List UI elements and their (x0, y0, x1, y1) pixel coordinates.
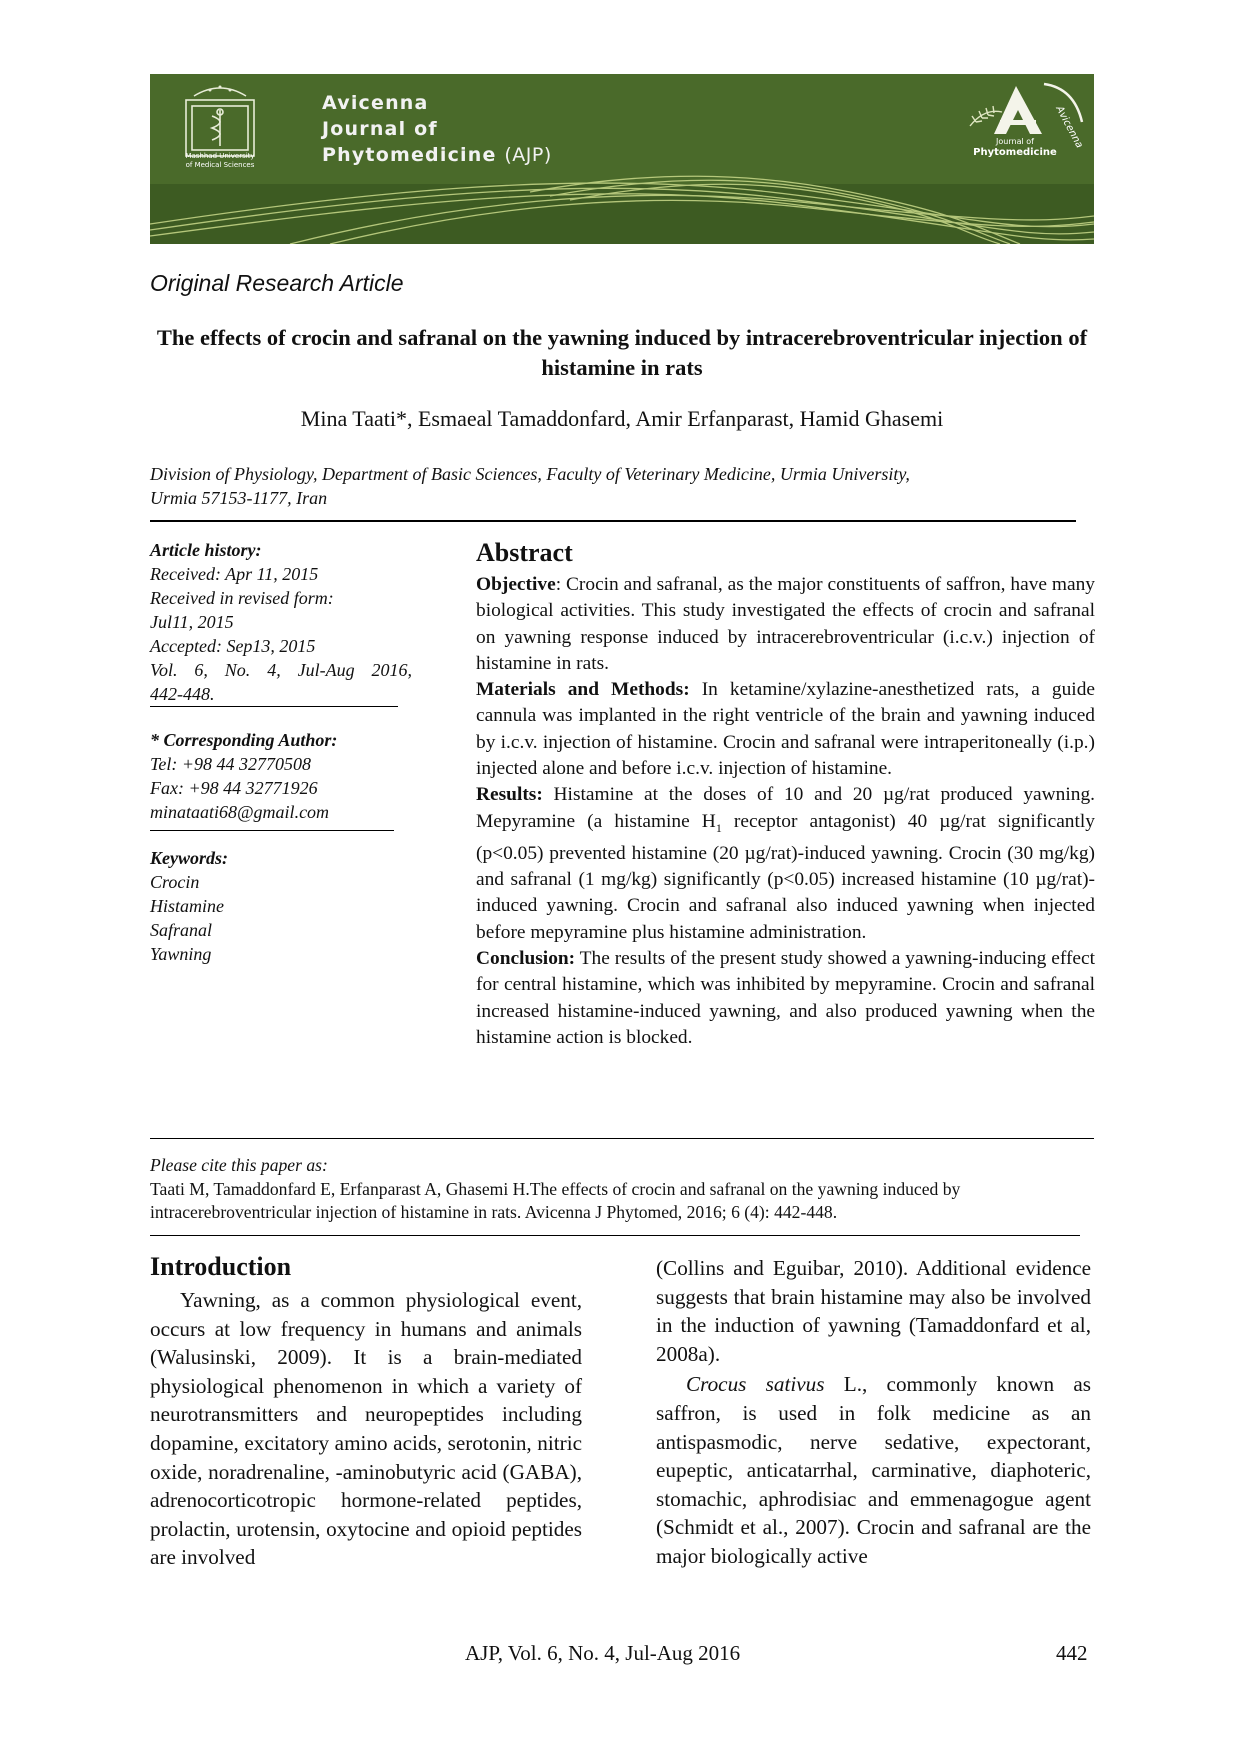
avicenna-caption-line2: Phytomedicine (973, 147, 1057, 158)
article-history-heading: Article history: (150, 540, 262, 560)
introduction-heading: Introduction (150, 1252, 292, 1281)
affiliation-line2: Urmia 57153-1177, Iran (150, 488, 328, 508)
keyword-item: Histamine (150, 896, 224, 916)
corresponding-author (150, 728, 450, 824)
affiliation-line1: Division of Physiology, Department of Basic Sciences, Faculty of Veterinary Medicine, Urmia University, (150, 464, 910, 484)
body-column-left (150, 1286, 582, 1572)
journal-abbreviation: (AJP) (504, 144, 552, 166)
received-date: Received: Apr 11, 2015 (150, 564, 319, 584)
intro-paragraph-1-continued: (Collins and Eguibar, 2010). Additional evidence suggests that brain histamine may also be involved in the induction of yawning (Tamaddonfard et al, 2008a). (656, 1256, 1091, 1366)
revised-date: Jul11, 2015 (150, 612, 234, 632)
abstract-heading: Abstract (476, 538, 573, 567)
keywords-heading: Keywords: (150, 848, 228, 868)
citation-label: Please cite this paper as: (150, 1155, 328, 1175)
citation-block (150, 1154, 1094, 1225)
university-caption-line2: of Medical Sciences (185, 161, 255, 169)
info-divider-1 (150, 706, 398, 707)
body-column-right (656, 1254, 1091, 1571)
accepted-date: Accepted: Sep13, 2015 (150, 636, 316, 656)
page-range: 442-448. (150, 684, 215, 704)
corresponding-fax: Fax: +98 44 32771926 (150, 778, 318, 798)
results-label: Results: (476, 784, 543, 806)
results-text-2: receptor antagonist) 40 µg/rat significantly (p<0.05) prevented histamine (20 µg/rat)-induced yawning. Crocin (30 mg/kg) and safranal (1 mg/kg) significantly (p<0.05) increased histamine (10 µg/rat)-induced yawning. Crocin and safranal also induced yawning when injected before mepyramine plus histamine administration. (476, 810, 1095, 943)
corresponding-email: minataati68@gmail.com (150, 802, 330, 822)
abstract-methods (476, 677, 1095, 782)
abstract-objective (476, 572, 1095, 677)
corresponding-tel: Tel: +98 44 32770508 (150, 754, 311, 774)
avicenna-caption-line1: Journal of (996, 137, 1034, 146)
author-list: Mina Taati*, Esmaeal Tamaddonfard, Amir Erfanparast, Hamid Ghasemi (300, 406, 944, 431)
journal-name (322, 90, 552, 168)
journal-banner (150, 74, 1094, 244)
results-subscript: 1 (715, 820, 722, 835)
results-text-1: Histamine at the doses of 10 and 20 µg/rat produced yawning. Mepyramine (a histamine H (476, 784, 1095, 832)
intro-paragraph-2 (656, 1370, 1091, 1570)
avicenna-logo-caption (950, 136, 1080, 158)
objective-text: : Crocin and safranal, as the major constituents of saffron, have many biological activities. This study investigated the effects of crocin and safranal on yawning response induced by intracerebroventricular (i.c.v.) injection of histamine in rats. (476, 574, 1095, 674)
methods-text: In ketamine/xylazine-anesthetized rats, a guide cannula was implanted in the right ventricle of the brain and yawning induced by i.c.v. injection of histamine. Crocin and safranal were intraperitoneally (i.p.) injected alone and before i.c.v. injection of histamine. (476, 679, 1095, 780)
abstract-results (476, 782, 1095, 946)
conclusion-label: Conclusion: (476, 948, 576, 970)
corresponding-author-heading: * Corresponding Author: (150, 730, 338, 750)
page-footer: AJP, Vol. 6, No. 4, Jul-Aug 2016 (465, 1641, 741, 1665)
keywords (150, 846, 450, 966)
university-logo-caption (164, 152, 276, 170)
avicenna-logo-text: Avicenna (1053, 104, 1085, 151)
revised-label: Received in revised form: (150, 588, 334, 608)
citation-divider (150, 1235, 1080, 1236)
journal-name-line2: Journal of (322, 118, 438, 140)
volume-info: Vol. 6, No. 4, Jul-Aug 2016, (150, 660, 412, 680)
journal-name-line3: Phytomedicine (322, 144, 497, 166)
journal-name-line1: Avicenna (322, 92, 429, 114)
intro-paragraph-2-text: L., commonly known as saffron, is used in folk medicine as an antispasmodic, nerve sedative, expectorant, eupeptic, anticatarrhal, carminative, diaphoteric, stomachic, aphrodisiac and emmenagogue agent (Schmidt et al., 2007). Crocin and safranal are the major biologically active (656, 1372, 1091, 1568)
abstract-divider (150, 1138, 1094, 1139)
paper-title: The effects of crocin and safranal on the yawning induced by intracerebroventricular injection of histamine in rats (156, 325, 1088, 380)
abstract-conclusion (476, 946, 1095, 1051)
objective-label: Objective (476, 574, 556, 595)
species-name: Crocus sativus (686, 1372, 825, 1397)
conclusion-text: The results of the present study showed a yawning-inducing effect for central histamine, which was inhibited by mepyramine. Crocin and safranal increased histamine-induced yawning, and also produced yawning when the histamine action is blocked. (476, 948, 1095, 1048)
university-caption-line1: Mashhad University (185, 152, 255, 160)
keyword-item: Yawning (150, 944, 212, 964)
citation-text: Taati M, Tamaddonfard E, Erfanparast A, Ghasemi H.The effects of crocin and safranal on the yawning induced by intracerebroventricular injection of histamine in rats. Avicenna J Phytomed, 2016; 6 (4): 442-448. (150, 1178, 961, 1222)
affiliation (150, 462, 1094, 510)
article-history (150, 538, 450, 706)
page-number: 442 (1056, 1641, 1088, 1665)
keyword-item: Crocin (150, 872, 200, 892)
info-divider-2 (150, 830, 394, 831)
methods-label: Materials and Methods: (476, 679, 690, 701)
article-type: Original Research Article (150, 270, 404, 296)
header-divider (150, 520, 1076, 522)
keyword-item: Safranal (150, 920, 213, 940)
intro-paragraph-1: Yawning, as a common physiological event, occurs at low frequency in humans and animals (Walusinski, 2009). It is a brain-mediated physiological phenomenon in which a variety of neurotransmitters and neuropeptides including dopamine, excitatory amino acids, serotonin, nitric oxide, noradrenaline, -aminobutyric acid (GABA), adrenocorticotropic hormone-related peptides, prolactin, urotensin, oxytocine and opioid peptides are involved (150, 1288, 582, 1570)
abstract-body (476, 572, 1095, 1051)
